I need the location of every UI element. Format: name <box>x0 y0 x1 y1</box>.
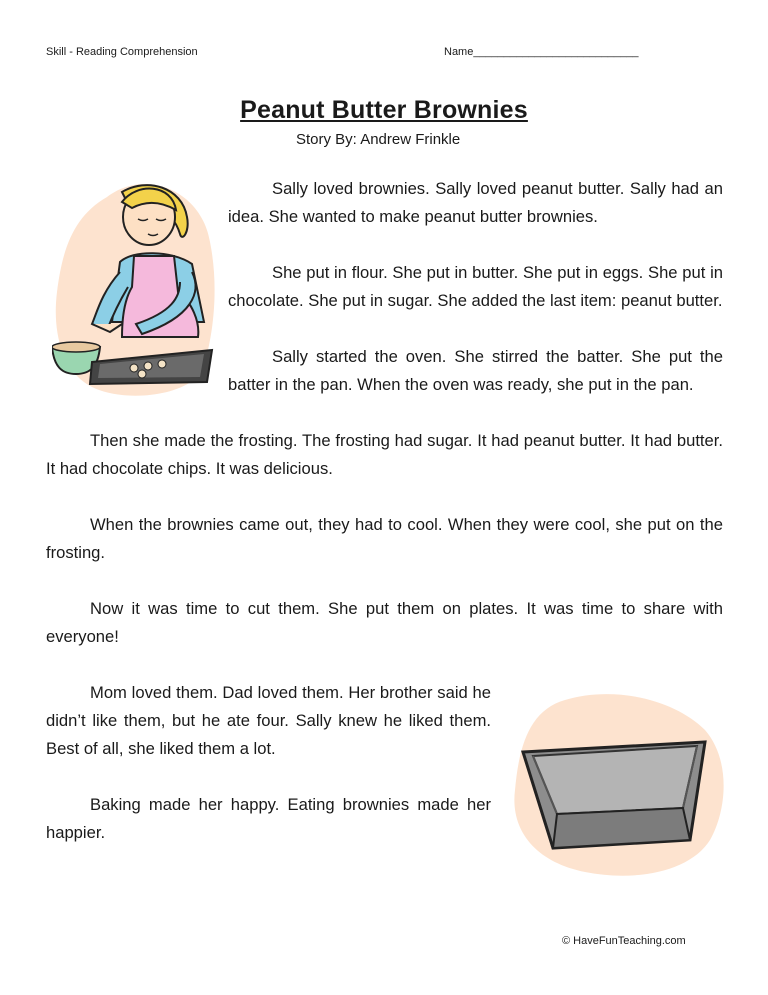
paragraph: Then she made the frosting. The frosting had sugar. It had peanut butter. It had butter. It had chocolate chips. It was delicious. <box>46 431 723 478</box>
copyright-footer: © HaveFunTeaching.com <box>562 935 686 947</box>
pan-image-space <box>491 679 723 889</box>
paragraph: Baking made her happy. Eating brownies made her happier. <box>46 795 491 842</box>
story-text <box>46 175 723 889</box>
paragraph: Mom loved them. Dad loved them. Her brother said he didn’t like them, but he ate four. Sally knew he liked them. Best of all, she liked them a lot. <box>46 683 491 758</box>
paragraph: Sally loved brownies. Sally loved peanut butter. Sally had an idea. She wanted to make peanut butter brownies. <box>228 179 723 226</box>
byline: Story By: Andrew Frinkle <box>296 131 461 148</box>
paragraph: She put in flour. She put in butter. She put in eggs. She put in chocolate. She put in sugar. She added the last item: peanut butter. <box>228 263 723 310</box>
paragraph: Sally started the oven. She stirred the batter. She put the batter in the pan. When the oven was ready, she put in the pan. <box>228 347 723 394</box>
name-field[interactable]: Name___________________________ <box>444 46 639 58</box>
paragraph: Now it was time to cut them. She put them on plates. It was time to share with everyone! <box>46 599 723 646</box>
girl-image-space <box>46 175 228 401</box>
paragraph: When the brownies came out, they had to cool. When they were cool, she put on the frosting. <box>46 515 723 562</box>
skill-label: Skill - Reading Comprehension <box>46 46 198 58</box>
page-title: Peanut Butter Brownies <box>240 96 528 124</box>
